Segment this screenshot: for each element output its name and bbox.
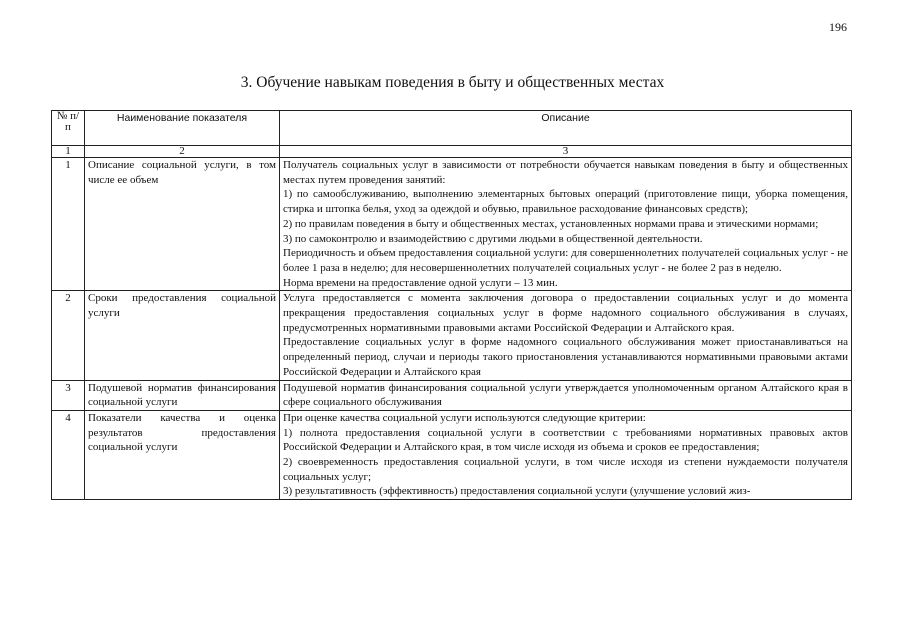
index-cell: 1 — [52, 146, 85, 158]
row-name: Описание социальной услуги, в том числе ее объем — [85, 158, 280, 291]
row-name: Сроки предоставления социальной услуги — [85, 291, 280, 380]
row-number: 2 — [52, 291, 85, 380]
description-paragraph: Норма времени на предоставление одной услуги – 13 мин. — [283, 276, 558, 289]
row-name: Подушевой норматив финансирования социальной услуги — [85, 380, 280, 410]
description-paragraph: 1) по самообслуживанию, выполнению элементарных бытовых операций (приготовление пищи, уборка помещения, стирка и штопка белья, уход за одеждой и обувью, правильное расходование финансовых средств); — [283, 188, 848, 216]
page-number: 196 — [829, 20, 847, 34]
row-number: 1 — [52, 158, 85, 291]
index-cell: 2 — [85, 146, 280, 158]
description-paragraph: 2) по правилам поведения в быту и общественных местах, установленных нормами права и этическими нормами; — [283, 217, 819, 230]
description-paragraph: 2) своевременность предоставления социальной услуги, в том числе исходя из степени нуждаемости получателя социальных услуг; — [283, 456, 848, 483]
index-cell: 3 — [280, 146, 852, 158]
row-description — [280, 291, 852, 380]
description-paragraph: При оценке качества социальной услуги используются следующие критерии: — [283, 411, 646, 424]
description-paragraph: Услуга предоставляется с момента заключения договора о предоставлении социальных услуг и до момента прекращения предоставления социальных услуг в форме надомного социального обслуживания в случаях, предусмотренных нормативными правовыми актами Российской Федерации и Алтайского края. — [283, 292, 848, 334]
description-paragraph: Периодичность и объем предоставления социальной услуги: для совершеннолетних получателей социальных услуг - не более 1 раза в неделю; для несовершеннолетних получателей социальных услуг - не более 2 раз в неделю. — [283, 247, 848, 274]
description-paragraph: Предоставление социальных услуг в форме надомного социального обслуживания может приостанавливаться на определенный период, случаи и периоды такого приостановления устанавливаются нормативными правовыми актами Российской Федерации и Алтайского края — [283, 336, 848, 378]
section-title: 3. Обучение навыкам поведения в быту и общественных местах — [240, 74, 665, 91]
table-row — [52, 158, 852, 291]
description-paragraph: Получатель социальных услуг в зависимости от потребности обучается навыкам поведения в быту и общественных местах путем проведения занятий: — [283, 159, 848, 186]
row-number: 4 — [52, 410, 85, 499]
row-description — [280, 380, 852, 410]
table-row — [52, 291, 852, 380]
description-paragraph: 3) результативность (эффективность) предоставления социальной услуги (улучшение условий жиз- — [283, 485, 751, 498]
table-index-row — [52, 146, 852, 158]
header-desc: Описание — [280, 111, 852, 146]
row-description — [280, 158, 852, 291]
header-num: № п/п — [52, 111, 85, 146]
description-paragraph: Подушевой норматив финансирования социальной услуги утверждается уполномоченным органом Алтайского края в сфере социального обслуживания — [283, 381, 848, 409]
description-paragraph: 3) по самоконтролю и взаимодействию с другими людьми в общественной деятельности. — [283, 232, 703, 245]
row-name: Показатели качества и оценка результатов предоставления социальной услуги — [85, 410, 280, 499]
table-row — [52, 380, 852, 410]
row-description — [280, 410, 852, 499]
description-paragraph: 1) полнота предоставления социальной услуги в соответствии с требованиями нормативных правовых актов Российской Федерации и Алтайского края, в том числе исходя из объема и сроков ее предоставления; — [283, 426, 848, 454]
header-name: Наименование показателя — [85, 111, 280, 146]
table-row — [52, 410, 852, 499]
table-header-row — [52, 111, 852, 146]
row-number: 3 — [52, 380, 85, 410]
service-table — [51, 110, 852, 500]
